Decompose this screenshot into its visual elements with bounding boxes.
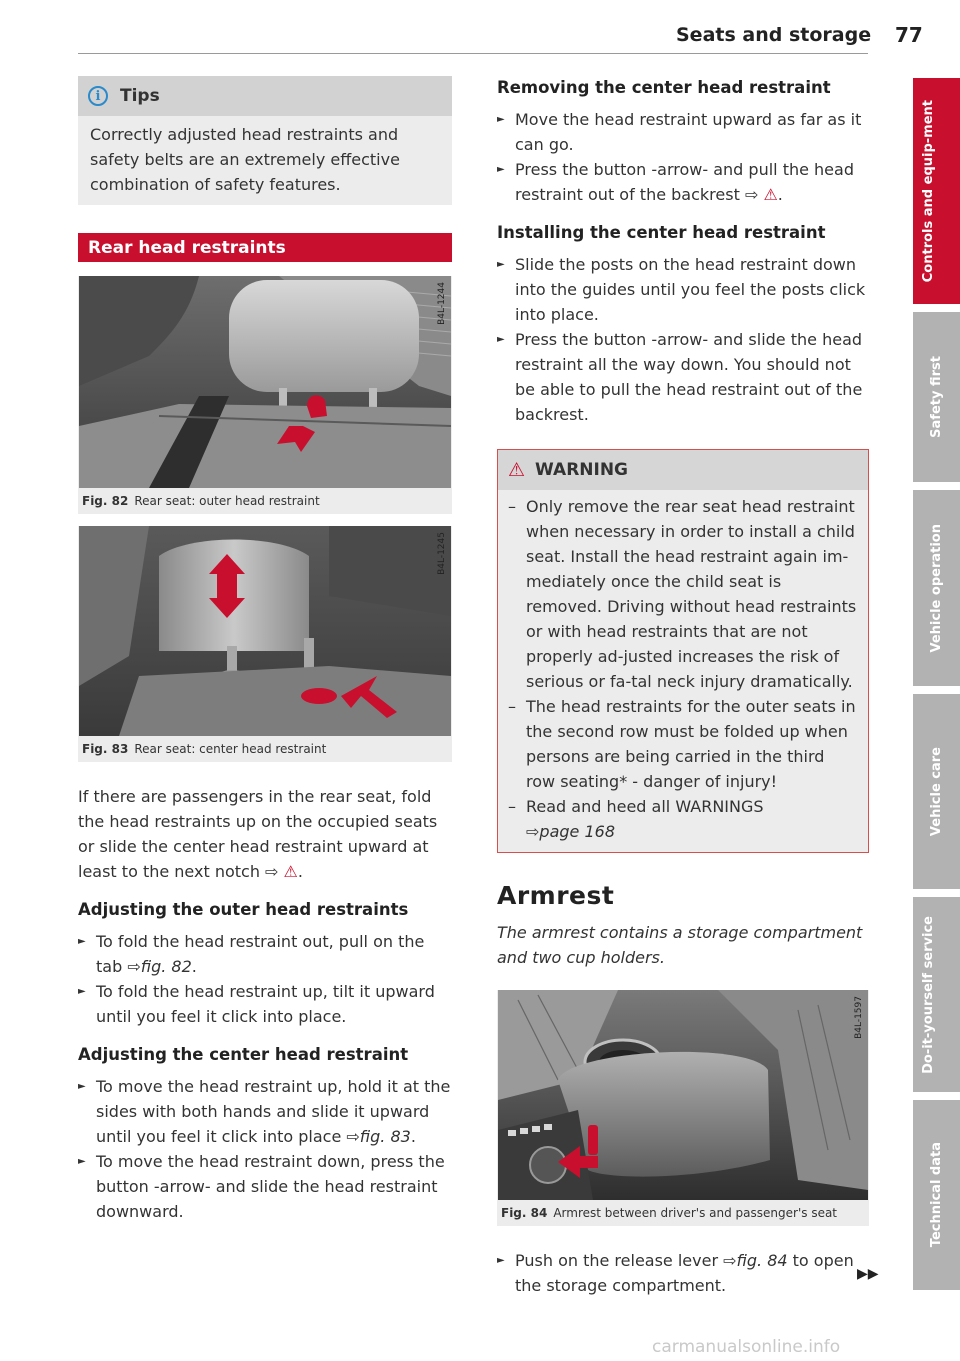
figure-caption [78,488,452,508]
figure-82 [78,276,452,514]
page-number: 77 [895,23,923,47]
warning-list [498,490,868,852]
installing-heading: Installing the center head restraint [497,223,826,242]
section-title: Rear head restraints [78,233,452,262]
outer-steps [78,929,452,1029]
chapter-title: Seats and storage [676,24,872,46]
list-item: ► Push on the release lever ⇨fig. 84 to open the storage compartment. [497,1248,869,1298]
tips-text: Correctly adjusted head restraints and safety belts are an extremely effective combination of safety features. [90,125,400,194]
list-item: – The head restraints for the outer seats in the second row must be folded up when persons are being carried in the third row seating* - danger of injury! [508,694,858,794]
tab-label: Technical data [928,1142,944,1248]
figure-83 [78,526,452,762]
list-item: ► To fold the head restraint out, pull on the tab ⇨fig. 82. [78,929,452,979]
list-item: ► Press the button -arrow- and slide the head restraint all the way down. You should not be able to pull the head restraint out of the backrest. [497,327,869,427]
figure-code: B4L-1244 [437,282,447,325]
list-item: ► To fold the head restraint up, tilt it upward until you feel it click into place. [78,979,452,1029]
center-head-restraint-photo [79,526,451,736]
figure-code: B4L-1597 [854,996,864,1039]
tips-box [78,76,452,205]
tab-label: Do-it-yourself service [920,915,936,1074]
continue-arrow-icon: ▶▶ [857,1266,879,1282]
armrest-subtitle: The armrest contains a storage compartment and two cup holders. [497,923,863,967]
chapter-tabs [913,78,960,1298]
figure-label: Fig. 83 [82,742,129,756]
list-item: – Only remove the rear seat head restraint when necessary in order to install a child seat. Install the head restraint again im-mediately once the child seat is removed. Driving without head restraints or with head restraints that are not properly ad-justed increases the risk of serious or fa-tal neck injury dramatically. [508,494,858,694]
right-column [497,76,869,1298]
fig-ref-link[interactable]: fig. 83 [359,1127,411,1146]
info-icon: i [88,86,108,106]
center-adjust-steps [78,1074,452,1224]
removing-heading: Removing the center head restraint [497,78,831,97]
warning-ref-icon[interactable]: ⚠ [763,185,778,204]
tab-label: Vehicle operation [928,523,944,653]
figure-caption-text: Rear seat: center head restraint [134,742,327,756]
list-item: ► Move the head restraint upward as far as it can go. [497,107,869,157]
armrest-heading: Armrest [497,881,615,910]
tab-technical-data[interactable] [913,1100,960,1290]
figure-caption-text: Armrest between driver's and passenger's seat [553,1206,838,1220]
figure-caption [78,736,452,756]
period: . [297,862,303,881]
warning-icon: ⚠ [508,459,526,481]
outer-heading: Adjusting the outer head restraints [78,900,409,919]
armrest-photo [498,990,868,1200]
armrest-steps [497,1248,869,1298]
figure-caption [497,1200,869,1220]
warning-ref-icon[interactable]: ⚠ [283,862,298,881]
header-rule [78,53,868,54]
installing-steps [497,252,869,427]
tab-label: Controls and equip-ment [920,99,936,283]
figure-label: Fig. 82 [82,494,129,508]
watermark: carmanualsonline.info [652,1337,841,1357]
warning-box [497,449,869,853]
list-item: ► Slide the posts on the head restraint down into the guides until you feel the posts click into place. [497,252,869,327]
outer-head-restraint-photo [79,276,451,488]
intro-paragraph [78,784,452,884]
list-item: ► Press the button -arrow- and pull the head restraint out of the backrest ⇨ ⚠. [497,157,869,207]
left-column [78,76,452,1224]
figure-label: Fig. 84 [501,1206,548,1220]
tab-do-it-yourself-service[interactable] [913,897,960,1092]
figure-caption-text: Rear seat: outer head restraint [134,494,320,508]
fig-ref-link[interactable]: fig. 84 [736,1251,788,1270]
tab-label: Safety first [928,356,944,438]
tab-controls-and-equipment[interactable] [913,78,960,304]
tab-safety-first[interactable] [913,312,960,482]
list-item: – Read and heed all WARNINGS ⇨page 168 [508,794,858,844]
intro-text: If there are passengers in the rear seat, fold the head restraints up on the occupied seats or slide the center head restraint upward at least to the next notch ⇨ [78,787,438,881]
tips-header [78,76,452,116]
tips-title: Tips [120,86,160,106]
warning-title: WARNING [535,460,629,480]
list-item: ► To move the head restraint up, hold it at the sides with both hands and slide it upward until you feel it click into place ⇨fig. 83. [78,1074,452,1149]
center-adjust-heading: Adjusting the center head restraint [78,1045,409,1064]
removing-steps [497,107,869,207]
tab-vehicle-care[interactable] [913,694,960,889]
warning-header [498,450,868,490]
tab-label: Vehicle care [928,746,944,837]
figure-code: B4L-1245 [437,532,447,575]
fig-ref-link[interactable]: fig. 82 [140,957,192,976]
page-ref-link[interactable]: ⇨page 168 [526,822,615,841]
tab-vehicle-operation[interactable] [913,490,960,686]
list-item: ► To move the head restraint down, press the button -arrow- and slide the head restraint downward. [78,1149,452,1224]
figure-84 [497,990,869,1226]
